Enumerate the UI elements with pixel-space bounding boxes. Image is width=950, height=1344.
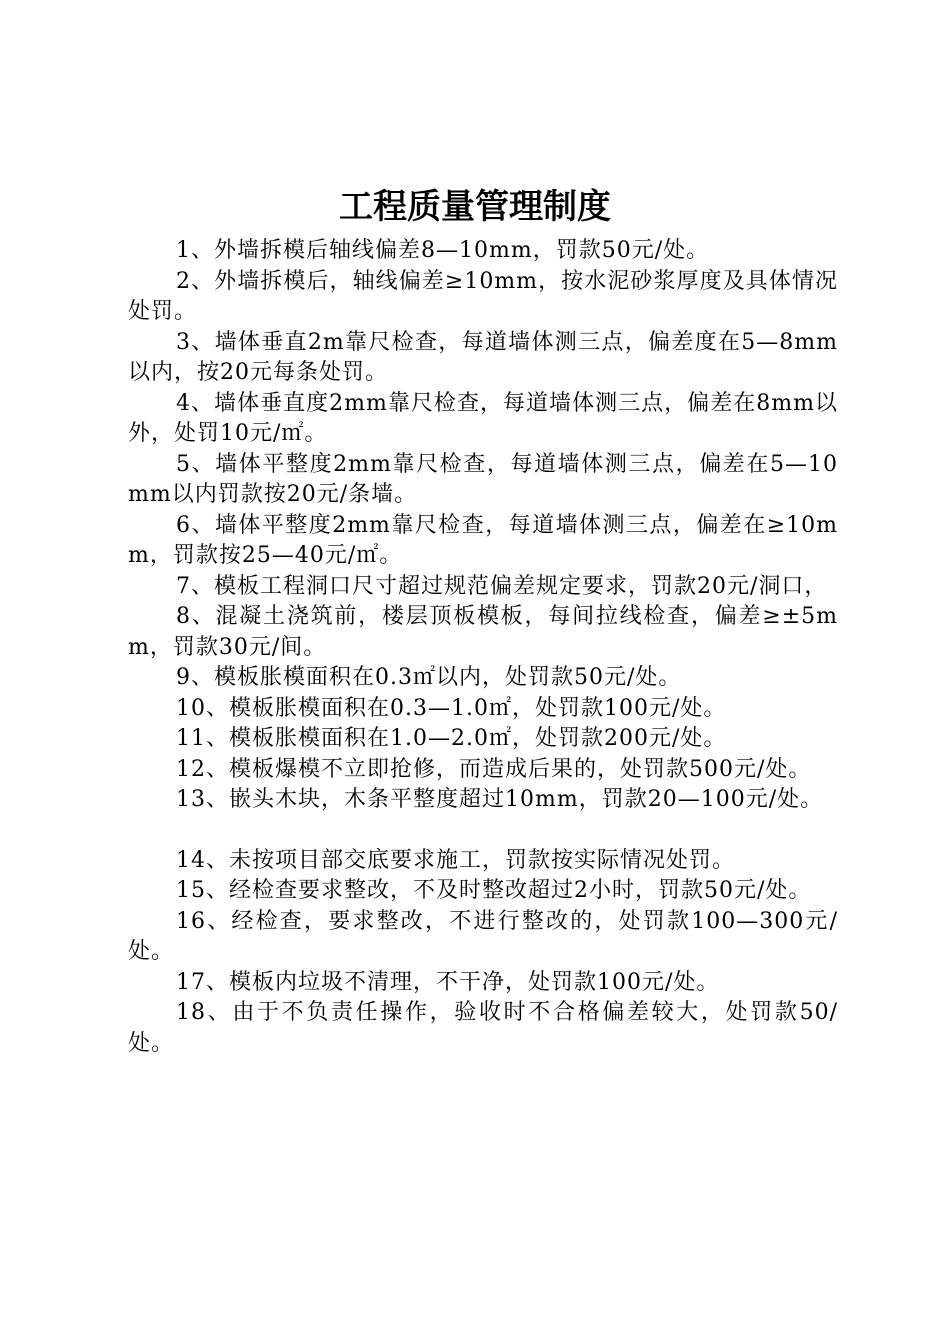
rule-item-15: 15、经检查要求整改，不及时整改超过2小时，罚款50元/处。 <box>176 878 812 903</box>
rule-item-14: 14、未按项目部交底要求施工，罚款按实际情况处罚。 <box>176 847 735 873</box>
rule-item-1: 1、外墙拆模后轴线偏差8—10mm，罚款50元/处。 <box>176 238 710 263</box>
rule-item-7: 7、模板工程洞口尺寸超过规范偏差规定要求，罚款20元/洞口， <box>176 573 828 599</box>
rule-item-12: 12、模板爆模不立即抢修，而造成后果的，处罚款500元/处。 <box>176 756 812 782</box>
paragraph-gap <box>128 816 838 846</box>
rule-item-5: 5、墙体平整度2mm靠尺检查，每道墙体测三点，偏差在5—10mm以内罚款按20元/条墙。 <box>128 451 838 507</box>
rule-item-16: 16、经检查，要求整改，不进行整改的，处罚款100—300元/处。 <box>128 908 838 964</box>
rule-item-3: 3、墙体垂直2m靠尺检查，每道墙体测三点，偏差度在5—8mm以内，按20元每条处罚。 <box>128 329 838 385</box>
document-title: 工程质量管理制度 <box>339 187 611 227</box>
rule-item-17: 17、模板内垃圾不清理，不干净，处罚款100元/处。 <box>176 969 720 995</box>
rule-item-11: 11、模板胀模面积在1.0—2.0㎡，处罚款200元/处。 <box>176 726 727 751</box>
rule-item-4: 4、墙体垂直度2mm靠尺检查，每道墙体测三点，偏差在8mm以外，处罚10元/㎡。 <box>128 390 838 446</box>
rule-item-8: 8、混凝土浇筑前，楼层顶板模板，每间拉线检查，偏差≥±5mm，罚款30元/间。 <box>128 604 838 660</box>
rule-item-6: 6、墙体平整度2mm靠尺检查，每道墙体测三点，偏差在≥10mm，罚款按25—40元/㎡。 <box>128 512 838 568</box>
rule-item-2: 2、外墙拆模后，轴线偏差≥10mm，按水泥砂浆厚度及具体情况处罚。 <box>128 268 838 324</box>
rule-item-13: 13、嵌头木块，木条平整度超过10mm，罚款20—100元/处。 <box>176 787 824 812</box>
rule-item-10: 10、模板胀模面积在0.3—1.0㎡，处罚款100元/处。 <box>176 695 727 721</box>
rule-item-9: 9、模板胀模面积在0.3㎡以内，处罚款50元/处。 <box>176 665 682 690</box>
document-body <box>128 236 838 1059</box>
rule-item-18: 18、由于不负责任操作，验收时不合格偏差较大，处罚款50/处。 <box>128 1000 838 1056</box>
